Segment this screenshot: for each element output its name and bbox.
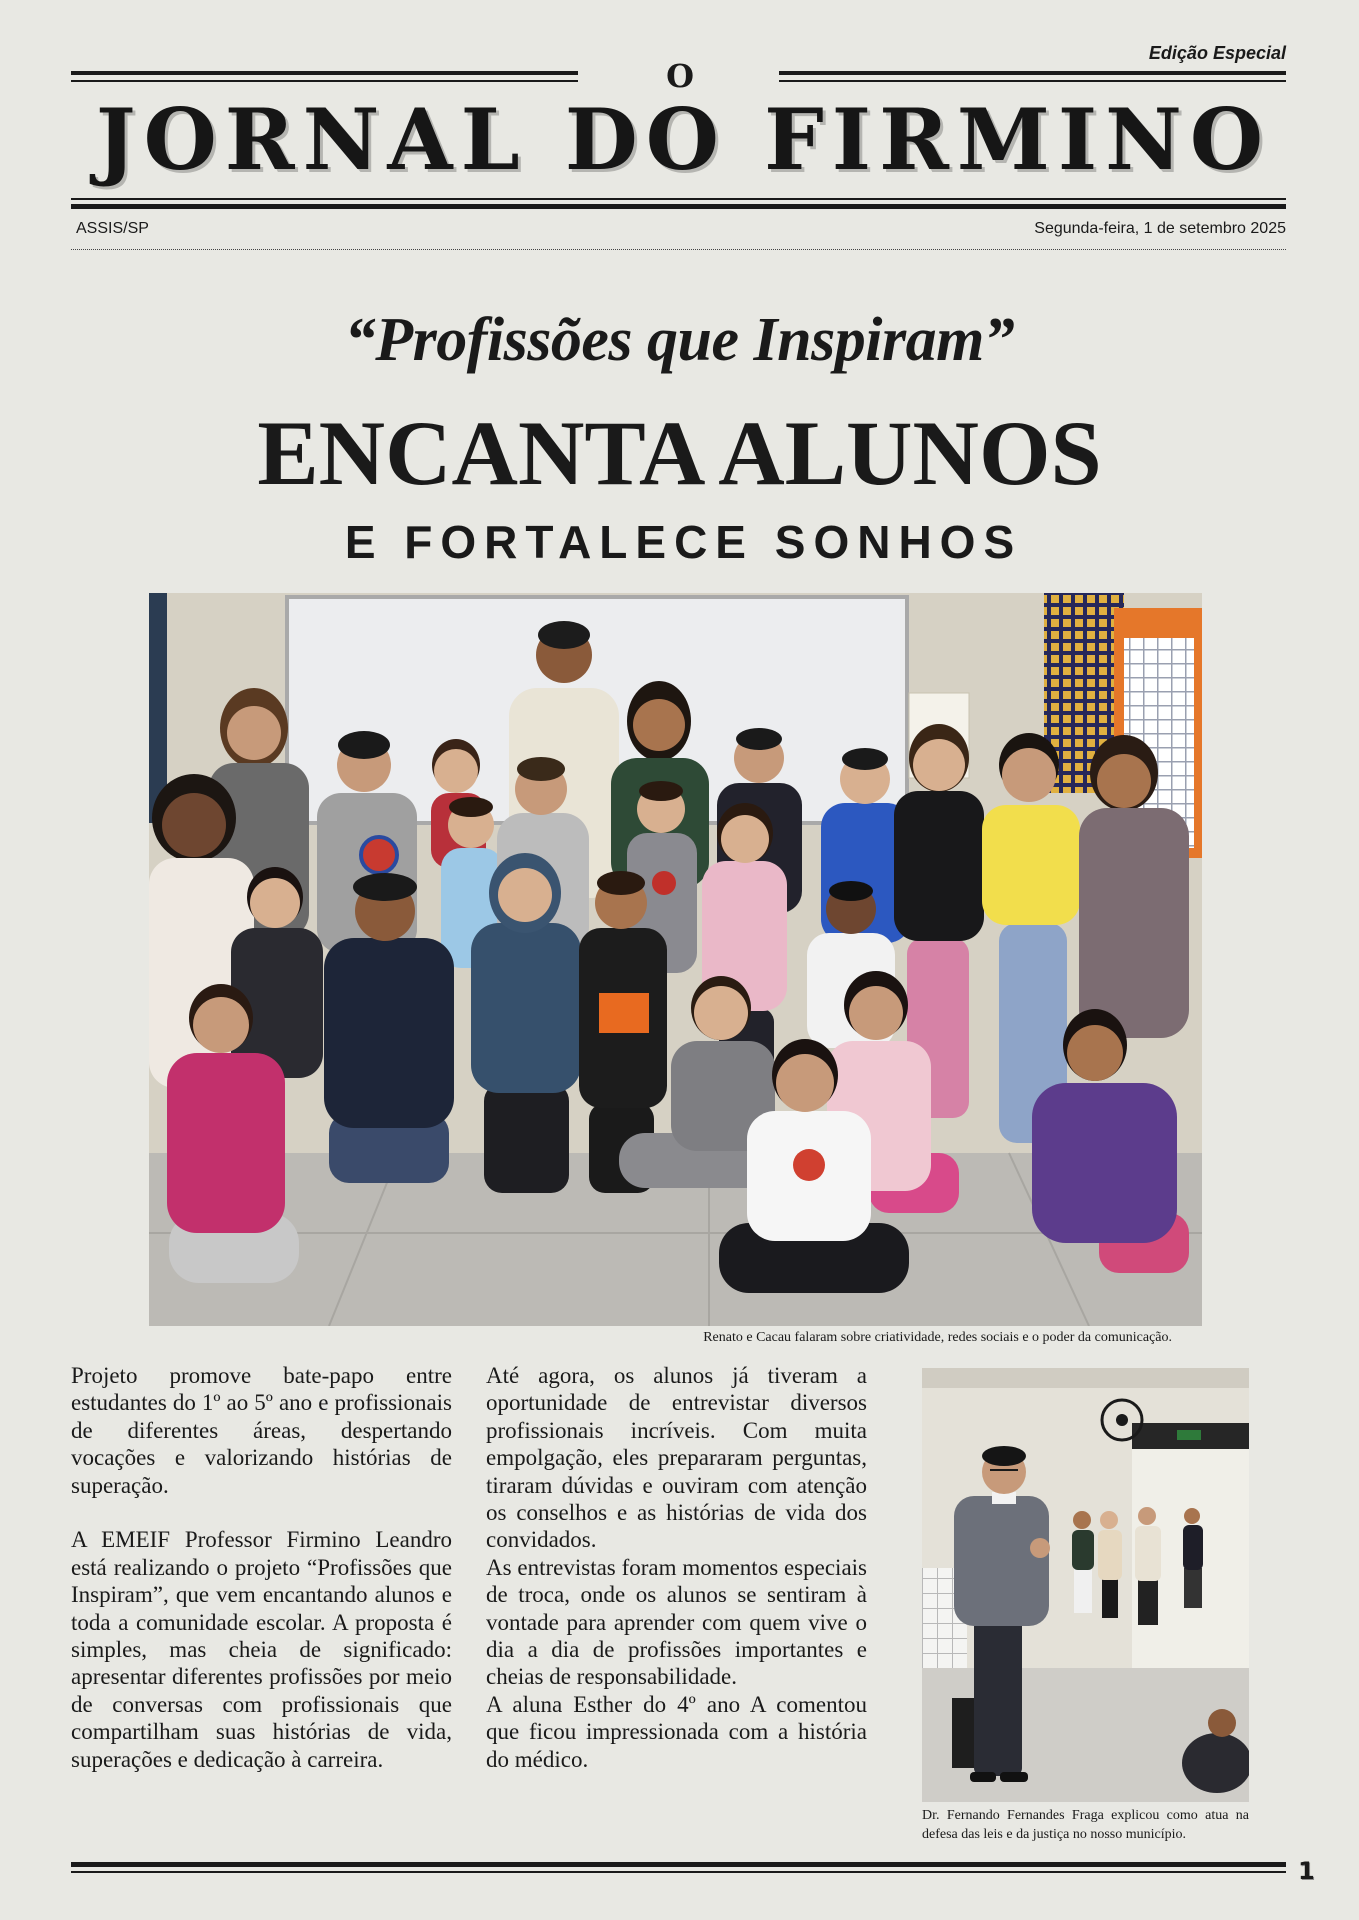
- article-paragraph: A aluna Esther do 4º ano A comentou que ficou impressionada com a história do médico.: [486, 1691, 867, 1772]
- masthead-article: O: [666, 57, 694, 95]
- article-paragraph: As entrevistas foram momentos especiais de troca, onde os alunos se sentiram à vontade para aprender com quem vive o dia a dia de profissões importantes e cheias de responsabilidade.: [486, 1554, 867, 1690]
- masthead-top-rule-left-thin: [71, 80, 578, 82]
- side-photo-caption: Dr. Fernando Fernandes Fraga explicou como atua na defesa das leis e da justiça no nosso município.: [922, 1808, 1249, 1842]
- main-photo-image: [149, 593, 1202, 1326]
- headline-kicker: “Profissões que Inspiram”: [344, 306, 1015, 374]
- page-number: 1: [1298, 1857, 1315, 1885]
- main-photo: [149, 593, 1202, 1326]
- masthead-top-rule-left: [71, 71, 578, 75]
- footer-rule-thin: [71, 1871, 1286, 1873]
- main-photo-caption: Renato e Cacau falaram sobre criatividade, redes sociais e o poder da comunicação.: [703, 1330, 1172, 1345]
- side-photo: [922, 1368, 1249, 1802]
- exit-sign: [1177, 1430, 1201, 1440]
- side-photo-image: [922, 1368, 1249, 1802]
- article-column-1: [71, 1362, 452, 1773]
- article-paragraph: A EMEIF Professor Firmino Leandro está realizando o projeto “Profissões que Inspiram”, que vem encantando alunos e toda a comunidade escolar. A proposta é simples, mas cheia de significado: apresentar diferentes profissões por meio de conversas com profissionais que compartilham suas histórias de vida, superações e dedicação à carreira.: [71, 1527, 452, 1772]
- headline-sub: E FORTALECE SONHOS: [344, 516, 1023, 568]
- article-column-2: [486, 1362, 867, 1773]
- masthead-bottom-rule-thick: [71, 204, 1286, 209]
- date-label: Segunda-feira, 1 de setembro 2025: [1034, 220, 1286, 237]
- article-paragraph: Até agora, os alunos já tiveram a oportunidade de entrevistar diversos profissionais incríveis. Com muita empolgação, eles prepararam perguntas, tiraram dúvidas e ouviram com atenção os conselhos e as histórias de vida dos convidados.: [486, 1363, 867, 1553]
- corridor-ceiling: [922, 1368, 1249, 1388]
- article-lede: Projeto promove bate-papo entre estudantes do 1º ao 5º ano e profissionais de diferentes áreas, despertando vocações e valorizando histórias de superação.: [71, 1363, 452, 1498]
- masthead-bottom-rule-thin: [71, 198, 1286, 200]
- edition-label: Edição Especial: [1148, 43, 1286, 63]
- footer-rule-thick: [71, 1862, 1286, 1867]
- location-label: ASSIS/SP: [76, 220, 149, 237]
- masthead-top-rule-right: [779, 71, 1286, 75]
- newspaper-title: JORNAL DO FIRMINO: [95, 90, 1272, 189]
- masthead-top-rule-right-thin: [779, 80, 1286, 82]
- dotted-divider: [71, 249, 1286, 250]
- headline-main: ENCANTA ALUNOS: [257, 402, 1102, 504]
